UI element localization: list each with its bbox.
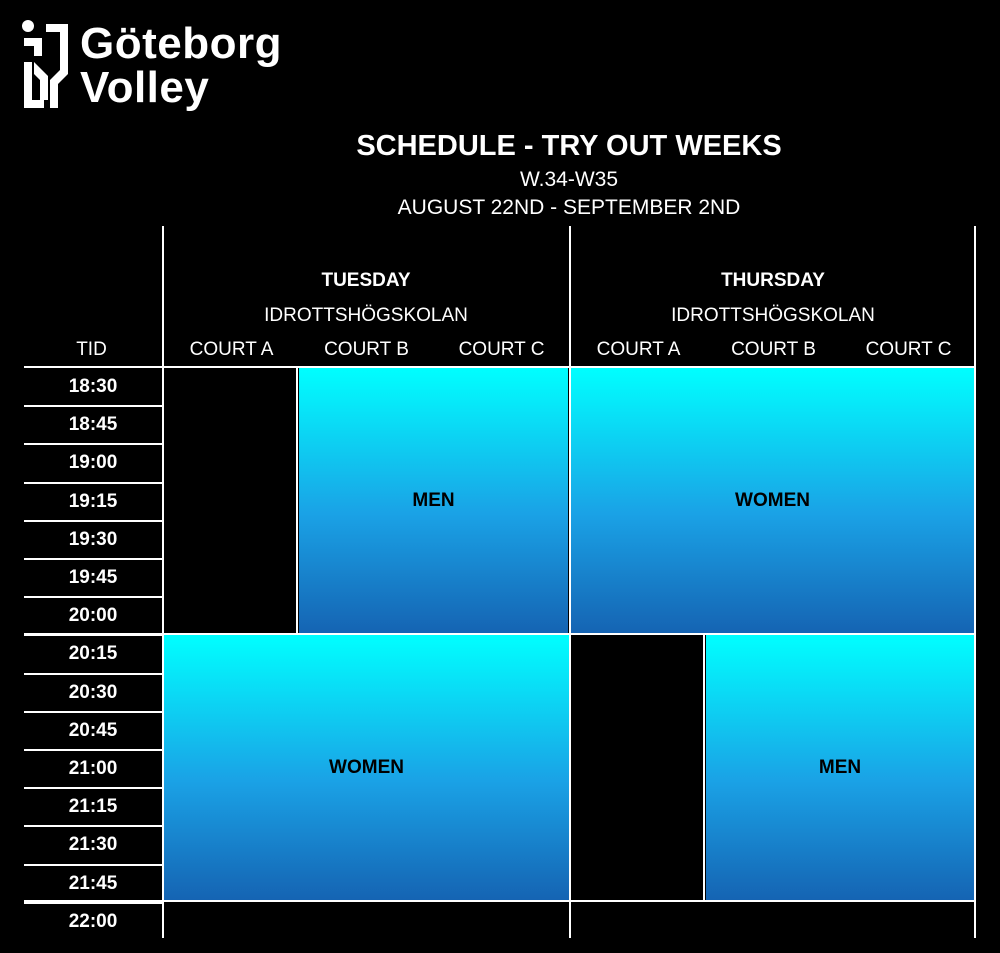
grid-divider [974, 226, 976, 938]
session-block [299, 368, 568, 633]
court-header: COURT C [458, 339, 545, 360]
session-block [164, 635, 569, 900]
time-slot: 19:15 [68, 490, 118, 512]
time-slot: 20:00 [68, 605, 118, 627]
court-header: COURT C [865, 339, 952, 360]
brand-line-2: Volley [80, 63, 210, 112]
tid-header: TID [76, 339, 107, 360]
time-slot: 22:00 [68, 910, 118, 932]
goteborg-volley-logo-icon [20, 18, 72, 110]
day-tuesday: TUESDAY [321, 270, 411, 291]
court-header: COURT B [731, 339, 816, 360]
venue-tuesday: IDROTTSHÖGSKOLAN [264, 305, 468, 326]
time-slot: 20:45 [68, 719, 118, 741]
time-slot: 18:30 [68, 376, 118, 397]
time-slot: 21:00 [68, 758, 118, 779]
time-slot: 20:30 [68, 681, 118, 703]
session-block [571, 368, 974, 633]
session-label: MEN [412, 489, 455, 511]
time-slot: 19:00 [68, 452, 118, 474]
logo [20, 18, 310, 118]
court-header: COURT A [596, 339, 681, 360]
session-label: WOMEN [735, 489, 810, 511]
time-slot: 20:15 [68, 643, 118, 665]
brand-line-1: Göteborg [80, 19, 282, 68]
court-header: COURT B [324, 339, 409, 360]
court-header: COURT A [189, 339, 274, 360]
grid-divider [24, 900, 976, 902]
time-slot: 19:30 [68, 528, 118, 550]
dates-subtitle: AUGUST 22ND - SEPTEMBER 2ND [397, 196, 741, 219]
session-label: WOMEN [329, 756, 404, 778]
session-label: MEN [818, 756, 862, 778]
day-thursday: THURSDAY [721, 270, 825, 291]
time-slot: 18:45 [68, 414, 118, 436]
session-block [706, 635, 974, 900]
time-slot: 21:30 [68, 834, 118, 856]
grid-divider [703, 634, 705, 902]
venue-thursday: IDROTTSHÖGSKOLAN [671, 305, 875, 326]
time-slot: 21:15 [68, 796, 118, 818]
time-slot: 19:45 [68, 567, 118, 588]
time-slot: 21:45 [68, 872, 118, 894]
weeks-subtitle: W.34-W35 [519, 168, 619, 191]
grid-divider [296, 367, 298, 635]
page-title: SCHEDULE - TRY OUT WEEKS [356, 130, 782, 162]
